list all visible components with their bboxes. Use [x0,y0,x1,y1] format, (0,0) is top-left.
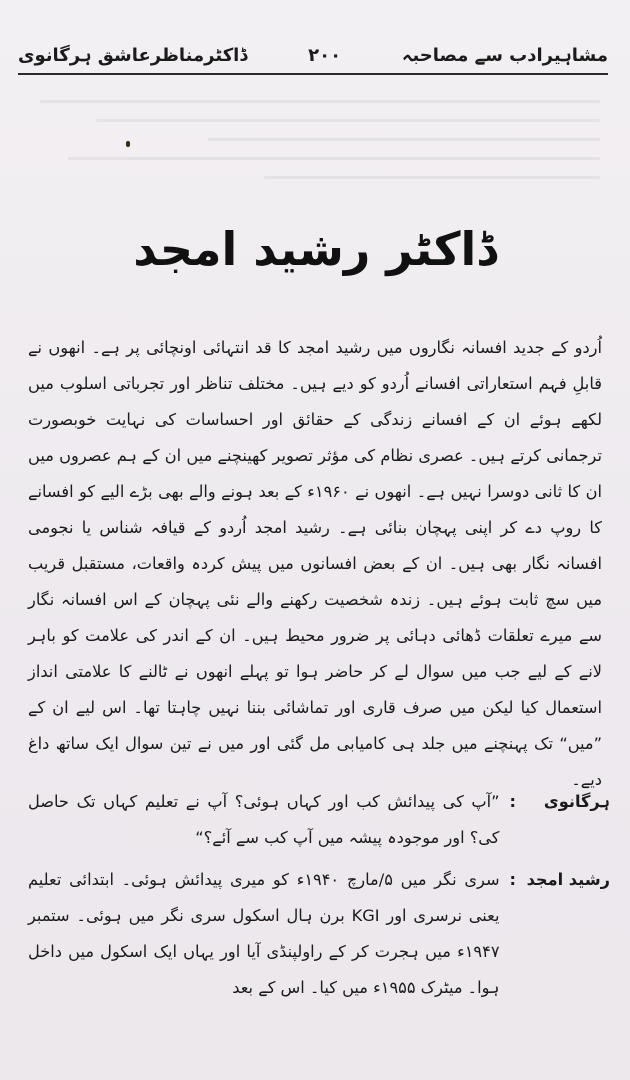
question-text: ”آپ کی پیدائش کب اور کہاں ہوئی؟ آپ نے تعلیم کہاں تک حاصل کی؟ اور موجودہ پیشہ میں آپ کب سے آئے؟“ [28,792,500,847]
answer-text: سری نگر میں ۵/مارچ ۱۹۴۰ء کو میری پیدائش ہوئی۔ ابتدائی تعلیم یعنی نرسری اور KGI برن ہال اسکول سری نگر میں ہوئی۔ ستمبر ۱۹۴۷ء میں ہجرت کر کے راولپنڈی آیا اور یہاں ایک اسکول میں داخل ہوا۔ میٹرک ۱۹۵۵ء میں کیا۔ اس کے بعد [28,870,500,997]
page-number: ۲۰۰ [308,44,342,66]
header-author: ڈاکٹرمناظرعاشق ہرگانوی [18,44,248,66]
speaker-colon: : [509,870,516,889]
header-rule [18,73,608,75]
intro-text: اُردو کے جدید افسانہ نگاروں میں رشید امجد کا قد انتہائی اونچائی پر ہے۔ انھوں نے قابلِ فہم استعاراتی افسانے اُردو کو دیے ہیں۔ مختلف تناظر اور تجرباتی اسلوب میں لکھے ہوئے ان کے افسانے زندگی کے حقائق اور احساسات کی نہایت خوبصورت ترجمانی کرتے ہیں۔ عصری نظام کی مؤثر تصویر کھینچنے میں ان کے ہم عصروں میں ان کا ثانی دوسرا نہیں ہے۔ انھوں نے ۱۹۶۰ء کے بعد ہونے والے بھی بڑے الیے کو افسانے کا روپ دے کر اپنی پہچان بنائی ہے۔ رشید امجد اُردو کے قیافہ شناس یا نجومی افسانہ نگار بھی ہیں۔ ان کے بعض افسانوں میں پیش کردہ واقعات، مستقبل قریب میں سچ ثابت ہوئے ہیں۔ زندہ شخصیت رکھنے والے نئی پہچان کے اس افسانہ نگار سے میرے تعلقات ڈھائی دہائی پر ضرور محیط ہیں۔ ان کے اندر کی علامت کو باہر لانے کے لیے جب میں سوال لے کر حاضر ہوا تو پہلے انھوں نے ٹالنے کا علامتی انداز استعمال کیا لیکن میں صرف قاری اور تماشائی بننا نہیں چاہتا تھا۔ اس لیے ان کے ”میں“ تک پہنچنے میں جلد ہی کامیابی مل گئی اور میں نے تین سوال ایک ساتھ داغ دیے۔ [28,338,602,789]
interview-answer [28,862,610,1006]
ink-speck [126,141,130,147]
running-header [18,36,608,74]
speaker-name: رشید امجد [526,870,610,889]
chapter-title: ڈاکٹر رشید امجد [133,222,497,276]
speaker-colon: : [509,792,516,811]
intro-paragraph [28,330,602,798]
header-book-title: مشاہیرادب سے مصاحبہ [401,44,608,66]
interview-question [28,784,610,856]
speaker-name: ہرگانوی [543,792,610,811]
